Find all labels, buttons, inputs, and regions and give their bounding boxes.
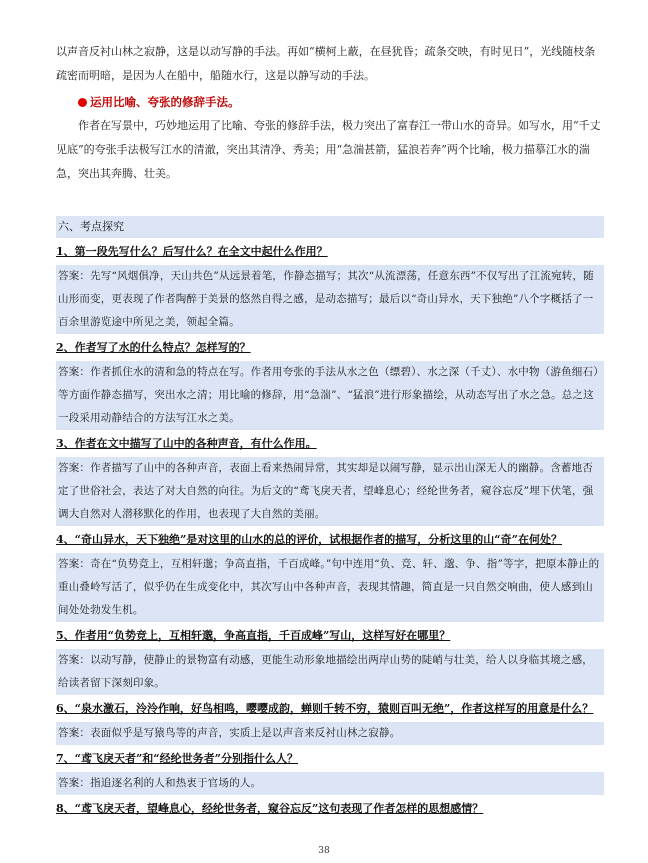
qa-item bbox=[56, 434, 604, 526]
paragraph-intro: 以声音反衬山林之寂静，这是以动写静的手法。再如“横柯上蔽，在昼犹昏；疏条交映，有时见日”，光线随枝条疏密而明暗，是因为人在船中，船随水行，这是以静写动的手法。 bbox=[56, 45, 596, 82]
section-title: 六、考点探究 bbox=[56, 216, 604, 238]
answer-2: 答案：作者抓住水的清和急的特点在写。作者用夸张的手法从水之色（缥碧）、水之深（千丈）、水中物（游鱼细石）等方面作静态描写，突出水之清；用比喻的修辞，用“急湍”、“猛浪”进行形象描绘，从动态写出了水之急。总之这一段采用动静结合的方法写江水之美。 bbox=[56, 361, 604, 430]
question-5: 5、作者用“负势竞上，互相轩邈，争高直指，千百成峰”写山，这样写好在哪里？ bbox=[56, 629, 451, 642]
qa-item bbox=[56, 338, 604, 430]
rhetoric-heading-text: 运用比喻、夸张的修辞手法。 bbox=[90, 95, 240, 109]
paragraph-rhetoric: 作者在写景中，巧妙地运用了比喻、夸张的修辞手法，极力突出了富春江一带山水的奇异。如写水，用“千丈见底”的夸张手法极写江水的清澈，突出其清净、秀美；用“急湍甚箭，猛浪若奔”两个比喻，极力描摹江水的湍急，突出其奔腾、壮美。 bbox=[56, 119, 601, 180]
question-8: 8、“鸢飞戾天者，望峰息心，经纶世务者，窥谷忘反”这句表现了作者怎样的思想感情？ bbox=[56, 802, 484, 815]
qa-item bbox=[56, 626, 604, 695]
answer-1: 答案：先写“风烟俱净，天山共色”从远景着笔，作静态描写；其次“从流漂荡，任意东西”不仅写出了江流宛转，随山形而变，更表现了作者陶醉于美景的悠然自得之感，是动态描写；最后以“奇山异水，天下独绝”八个字概括了一百余里游览途中所见之美，领起全篇。 bbox=[56, 265, 604, 334]
qa-item bbox=[56, 530, 604, 622]
document-page bbox=[56, 40, 604, 819]
bullet-dot-icon bbox=[78, 98, 87, 107]
qa-item bbox=[56, 799, 604, 819]
qa-item bbox=[56, 242, 604, 334]
answer-5: 答案：以动写静，使静止的景物富有动感，更能生动形象地描绘出两岸山势的陡峭与壮美，给人以身临其境之感，给读者留下深刻印象。 bbox=[56, 649, 604, 695]
answer-4: 答案：奇在“负势竞上，互相轩邈；争高直指，千百成峰。”句中连用“负、竞、轩、邈、争、指”等字，把原本静止的重山叠岭写活了，似乎仍在生成变化中，其次写山中各种声音，表现其情趣，简直是一只自然交响曲，使人感到山间处处勃发生机。 bbox=[56, 553, 604, 622]
scan-dot: · bbox=[430, 38, 432, 45]
rhetoric-heading bbox=[78, 90, 604, 114]
qa-item bbox=[56, 699, 604, 745]
answer-3: 答案：作者描写了山中的各种声音，表面上看来热闹异常，其实却是以闹写静，显示出山深无人的幽静。含蓄地否定了世俗社会，表达了对大自然的向往。为后文的“鸢飞戾天者，望峰息心；经纶世务者，窥谷忘反”埋下伏笔，强调大自然对人潜移默化的作用，也表现了大自然的美丽。 bbox=[56, 457, 604, 526]
question-1: 1、第一段先写什么？后写什么？在全文中起什么作用？ bbox=[56, 245, 328, 258]
question-6: 6、“泉水激石，泠泠作响，好鸟相鸣，嘤嘤成韵，蝉则千转不穷，猿则百叫无绝”，作者这样写的用意是什么？ bbox=[56, 702, 594, 715]
answer-6: 答案：表面似乎是写猿鸟等的声音，实质上是以声音来反衬山林之寂静。 bbox=[56, 722, 604, 745]
question-2: 2、作者写了水的什么特点？怎样写的？ bbox=[56, 341, 251, 354]
question-7: 7、“鸢飞戾天者”和“经纶世务者”分别指什么人？ bbox=[56, 752, 298, 765]
question-4: 4、“奇山异水，天下独绝”是对这里的山水的总的评价，试根据作者的描写，分析这里的山“奇”在何处？ bbox=[56, 533, 562, 546]
question-3: 3、作者在文中描写了山中的各种声音，有什么作用。 bbox=[56, 437, 317, 450]
answer-7: 答案：指追逐名利的人和热衷于官场的人。 bbox=[56, 772, 604, 795]
qa-item bbox=[56, 749, 604, 795]
page-number: 38 bbox=[318, 846, 330, 856]
